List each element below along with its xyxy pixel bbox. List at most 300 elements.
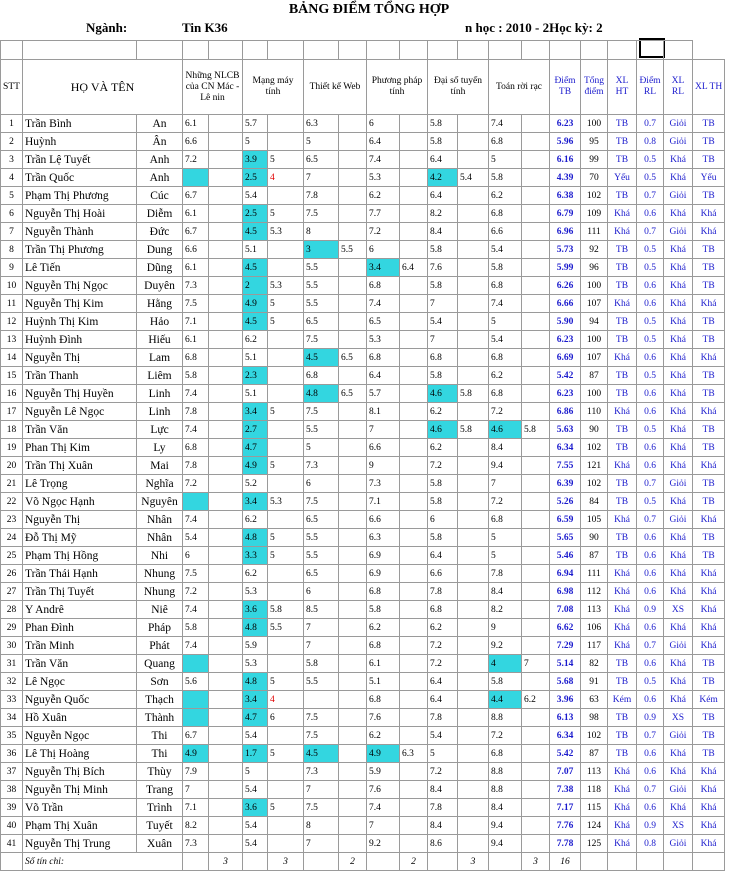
cell-surname[interactable]: Nguyễn Ngọc bbox=[23, 727, 137, 745]
cell-total[interactable]: 87 bbox=[581, 367, 608, 385]
cell-retake-score[interactable] bbox=[522, 115, 550, 133]
cell-average[interactable]: 6.23 bbox=[550, 331, 581, 349]
cell-retake-score[interactable]: 5 bbox=[268, 205, 304, 223]
cell-surname[interactable]: Trần Quốc bbox=[23, 169, 137, 187]
cell-retake-score[interactable]: 4 bbox=[268, 691, 304, 709]
cell-rank-overall[interactable]: TB bbox=[693, 133, 725, 151]
cell-retake-score[interactable] bbox=[209, 583, 243, 601]
cell-conduct-score[interactable]: 0.9 bbox=[637, 601, 664, 619]
cell-given-name[interactable]: Trang bbox=[137, 781, 183, 799]
cell-rank-study[interactable]: TB bbox=[608, 673, 637, 691]
cell-average[interactable]: 7.07 bbox=[550, 763, 581, 781]
cell-score[interactable]: 2 bbox=[243, 277, 268, 295]
cell-rank-study[interactable]: Yếu bbox=[608, 169, 637, 187]
cell-total[interactable]: 100 bbox=[581, 385, 608, 403]
cell-rank-conduct[interactable]: XS bbox=[664, 817, 693, 835]
cell-average[interactable]: 5.42 bbox=[550, 745, 581, 763]
cell-score[interactable]: 8.4 bbox=[489, 799, 522, 817]
cell-score[interactable]: 4.7 bbox=[243, 709, 268, 727]
cell-retake-score[interactable]: 6.5 bbox=[339, 349, 367, 367]
cell-surname[interactable]: Trần Minh bbox=[23, 637, 137, 655]
cell-score[interactable]: 5 bbox=[489, 151, 522, 169]
cell-retake-score[interactable] bbox=[458, 205, 489, 223]
cell-score[interactable]: 6.2 bbox=[243, 565, 268, 583]
cell-retake-score[interactable] bbox=[458, 583, 489, 601]
cell-score[interactable]: 6.8 bbox=[367, 277, 400, 295]
cell-score[interactable]: 8.2 bbox=[428, 205, 458, 223]
cell-average[interactable]: 7.17 bbox=[550, 799, 581, 817]
cell-rank-conduct[interactable]: Giỏi bbox=[664, 781, 693, 799]
cell-score[interactable]: 6.2 bbox=[243, 331, 268, 349]
cell-retake-score[interactable] bbox=[209, 619, 243, 637]
cell-score[interactable]: 4.7 bbox=[243, 439, 268, 457]
cell-retake-score[interactable]: 7 bbox=[522, 655, 550, 673]
cell-score[interactable]: 8.1 bbox=[367, 403, 400, 421]
cell-retake-score[interactable] bbox=[522, 673, 550, 691]
cell-score[interactable]: 4.5 bbox=[304, 349, 339, 367]
cell-retake-score[interactable] bbox=[458, 295, 489, 313]
cell-retake-score[interactable] bbox=[339, 205, 367, 223]
cell-score[interactable]: 9 bbox=[489, 619, 522, 637]
cell-rank-overall[interactable]: TB bbox=[693, 259, 725, 277]
cell-average[interactable]: 7.78 bbox=[550, 835, 581, 853]
credits-label[interactable]: Số tín chỉ: bbox=[23, 853, 183, 871]
cell-score[interactable]: 4.9 bbox=[183, 745, 209, 763]
cell-score[interactable]: 4.2 bbox=[428, 169, 458, 187]
cell-surname[interactable]: Huỳnh Đình bbox=[23, 331, 137, 349]
cell-retake-score[interactable]: 5 bbox=[268, 295, 304, 313]
cell-score[interactable]: 7.4 bbox=[183, 385, 209, 403]
cell-given-name[interactable]: Nhi bbox=[137, 547, 183, 565]
cell-score[interactable]: 4.5 bbox=[243, 313, 268, 331]
cell-rank-conduct[interactable]: Giỏi bbox=[664, 115, 693, 133]
cell-score[interactable]: 9.4 bbox=[489, 457, 522, 475]
cell-given-name[interactable]: Pháp bbox=[137, 619, 183, 637]
cell-retake-score[interactable] bbox=[268, 763, 304, 781]
cell-score[interactable]: 5.5 bbox=[304, 529, 339, 547]
cell-score[interactable]: 6 bbox=[304, 475, 339, 493]
cell-conduct-score[interactable]: 0.6 bbox=[637, 277, 664, 295]
cell-retake-score[interactable]: 6 bbox=[268, 709, 304, 727]
cell-retake-score[interactable] bbox=[209, 763, 243, 781]
cell-score[interactable]: 8.6 bbox=[428, 835, 458, 853]
cell-score[interactable]: 6.3 bbox=[304, 115, 339, 133]
cell-retake-score[interactable] bbox=[458, 601, 489, 619]
cell-surname[interactable]: Trần Văn bbox=[23, 655, 137, 673]
cell-conduct-score[interactable]: 0.6 bbox=[637, 583, 664, 601]
cell-score[interactable]: 7.3 bbox=[183, 835, 209, 853]
cell-retake-score[interactable] bbox=[522, 565, 550, 583]
cell-score[interactable]: 6.8 bbox=[367, 583, 400, 601]
cell-rank-conduct[interactable]: Giỏi bbox=[664, 187, 693, 205]
cell-retake-score[interactable] bbox=[458, 241, 489, 259]
cell-rank-study[interactable]: TB bbox=[608, 421, 637, 439]
cell-total[interactable]: 70 bbox=[581, 169, 608, 187]
cell-retake-score[interactable] bbox=[522, 763, 550, 781]
cell-rank-study[interactable]: TB bbox=[608, 277, 637, 295]
cell-rank-conduct[interactable]: Giỏi bbox=[664, 133, 693, 151]
cell-score[interactable]: 3.9 bbox=[243, 151, 268, 169]
cell-retake-score[interactable] bbox=[400, 727, 428, 745]
cell-total[interactable]: 102 bbox=[581, 187, 608, 205]
cell-score[interactable]: 6.5 bbox=[367, 313, 400, 331]
cell-rank-conduct[interactable]: XS bbox=[664, 601, 693, 619]
cell-score[interactable]: 5 bbox=[243, 763, 268, 781]
cell-rank-study[interactable]: Khá bbox=[608, 511, 637, 529]
cell-score[interactable]: 9.4 bbox=[489, 835, 522, 853]
cell-score[interactable]: 7 bbox=[304, 835, 339, 853]
cell-surname[interactable]: Nguyễn Thị bbox=[23, 349, 137, 367]
cell-average[interactable]: 6.62 bbox=[550, 619, 581, 637]
cell-score[interactable]: 7.5 bbox=[183, 295, 209, 313]
cell-given-name[interactable]: Ly bbox=[137, 439, 183, 457]
cell-retake-score[interactable] bbox=[268, 133, 304, 151]
cell-score[interactable]: 5.8 bbox=[428, 367, 458, 385]
cell-score[interactable]: 9.4 bbox=[489, 817, 522, 835]
cell-retake-score[interactable] bbox=[458, 745, 489, 763]
cell-rank-overall[interactable]: TB bbox=[693, 547, 725, 565]
cell-rank-overall[interactable]: TB bbox=[693, 727, 725, 745]
cell-retake-score[interactable] bbox=[268, 349, 304, 367]
cell-total[interactable]: 115 bbox=[581, 799, 608, 817]
credits-value[interactable]: 3 bbox=[458, 853, 489, 871]
cell-score[interactable]: 4.5 bbox=[304, 745, 339, 763]
cell-score[interactable]: 5.5 bbox=[304, 673, 339, 691]
cell-rank-conduct[interactable]: Khá bbox=[664, 295, 693, 313]
cell-surname[interactable]: Trần Văn bbox=[23, 421, 137, 439]
cell-retake-score[interactable] bbox=[458, 277, 489, 295]
cell-total[interactable]: 90 bbox=[581, 529, 608, 547]
cell-retake-score[interactable] bbox=[209, 691, 243, 709]
cell-retake-score[interactable]: 6.2 bbox=[522, 691, 550, 709]
cell-rank-conduct[interactable]: XS bbox=[664, 709, 693, 727]
cell-average[interactable]: 7.76 bbox=[550, 817, 581, 835]
cell-retake-score[interactable] bbox=[522, 709, 550, 727]
cell-score[interactable]: 5.8 bbox=[489, 169, 522, 187]
cell-stt[interactable]: 35 bbox=[1, 727, 23, 745]
cell-conduct-score[interactable]: 0.5 bbox=[637, 241, 664, 259]
cell-retake-score[interactable] bbox=[458, 817, 489, 835]
cell-retake-score[interactable] bbox=[458, 223, 489, 241]
cell-average[interactable]: 5.42 bbox=[550, 367, 581, 385]
cell-rank-overall[interactable]: TB bbox=[693, 655, 725, 673]
cell-average[interactable]: 6.23 bbox=[550, 385, 581, 403]
cell-given-name[interactable]: Thi bbox=[137, 727, 183, 745]
cell-score[interactable]: 8.2 bbox=[183, 817, 209, 835]
cell-retake-score[interactable] bbox=[209, 115, 243, 133]
cell-score[interactable]: 5.8 bbox=[183, 367, 209, 385]
cell-score[interactable]: 6 bbox=[367, 241, 400, 259]
cell-retake-score[interactable] bbox=[522, 259, 550, 277]
cell-score[interactable]: 6.2 bbox=[367, 187, 400, 205]
cell-retake-score[interactable] bbox=[268, 583, 304, 601]
credits-value[interactable]: 3 bbox=[268, 853, 304, 871]
cell-retake-score[interactable]: 5.4 bbox=[458, 169, 489, 187]
cell-score[interactable]: 6.8 bbox=[428, 349, 458, 367]
cell-conduct-score[interactable]: 0.6 bbox=[637, 295, 664, 313]
cell-score[interactable]: 5.5 bbox=[304, 277, 339, 295]
cell-score[interactable]: 2.7 bbox=[243, 421, 268, 439]
cell-conduct-score[interactable]: 0.6 bbox=[637, 799, 664, 817]
cell-score[interactable]: 4.5 bbox=[243, 223, 268, 241]
cell-retake-score[interactable] bbox=[339, 565, 367, 583]
cell-total[interactable]: 111 bbox=[581, 565, 608, 583]
cell-rank-conduct[interactable]: Khá bbox=[664, 169, 693, 187]
cell-given-name[interactable]: Xuân bbox=[137, 835, 183, 853]
cell-conduct-score[interactable]: 0.6 bbox=[637, 349, 664, 367]
cell-retake-score[interactable] bbox=[268, 835, 304, 853]
cell-given-name[interactable]: Diễm bbox=[137, 205, 183, 223]
cell-score[interactable]: 5.1 bbox=[243, 349, 268, 367]
cell-rank-overall[interactable]: Khá bbox=[693, 511, 725, 529]
cell-score[interactable]: 6.5 bbox=[304, 565, 339, 583]
cell-surname[interactable]: Nguyễn Quốc bbox=[23, 691, 137, 709]
cell-total[interactable]: 94 bbox=[581, 313, 608, 331]
cell-rank-study[interactable]: Khá bbox=[608, 403, 637, 421]
cell-stt[interactable]: 20 bbox=[1, 457, 23, 475]
cell-retake-score[interactable] bbox=[458, 439, 489, 457]
cell-retake-score[interactable] bbox=[458, 565, 489, 583]
cell-average[interactable]: 5.90 bbox=[550, 313, 581, 331]
cell-stt[interactable]: 10 bbox=[1, 277, 23, 295]
cell-total[interactable]: 82 bbox=[581, 655, 608, 673]
cell-score[interactable]: 6.7 bbox=[183, 187, 209, 205]
cell-total[interactable]: 87 bbox=[581, 745, 608, 763]
cell-average[interactable]: 7.38 bbox=[550, 781, 581, 799]
cell-stt[interactable]: 12 bbox=[1, 313, 23, 331]
cell-retake-score[interactable] bbox=[458, 691, 489, 709]
cell-stt[interactable]: 3 bbox=[1, 151, 23, 169]
cell-total[interactable]: 113 bbox=[581, 601, 608, 619]
cell-retake-score[interactable] bbox=[268, 511, 304, 529]
cell-rank-study[interactable]: Khá bbox=[608, 583, 637, 601]
cell-retake-score[interactable] bbox=[458, 133, 489, 151]
cell-score[interactable]: 6.4 bbox=[428, 691, 458, 709]
cell-total[interactable]: 102 bbox=[581, 727, 608, 745]
cell-retake-score[interactable] bbox=[522, 817, 550, 835]
cell-average[interactable]: 6.96 bbox=[550, 223, 581, 241]
cell-retake-score[interactable]: 5.5 bbox=[339, 241, 367, 259]
cell-surname[interactable]: Lê Ngọc bbox=[23, 673, 137, 691]
cell-retake-score[interactable] bbox=[339, 601, 367, 619]
cell-score[interactable]: 7.2 bbox=[428, 763, 458, 781]
cell-rank-conduct[interactable]: Giỏi bbox=[664, 637, 693, 655]
cell-retake-score[interactable] bbox=[400, 529, 428, 547]
cell-retake-score[interactable] bbox=[268, 781, 304, 799]
cell-rank-conduct[interactable]: Khá bbox=[664, 691, 693, 709]
cell-retake-score[interactable] bbox=[400, 241, 428, 259]
cell-retake-score[interactable] bbox=[400, 637, 428, 655]
cell-score[interactable]: 7.4 bbox=[489, 295, 522, 313]
cell-score[interactable]: 4.8 bbox=[243, 529, 268, 547]
cell-rank-conduct[interactable]: Giỏi bbox=[664, 835, 693, 853]
cell-score[interactable]: 7 bbox=[183, 781, 209, 799]
cell-score[interactable]: 5 bbox=[304, 439, 339, 457]
cell-score[interactable]: 7.4 bbox=[489, 115, 522, 133]
cell-given-name[interactable]: Niê bbox=[137, 601, 183, 619]
cell-retake-score[interactable] bbox=[458, 151, 489, 169]
cell-rank-overall[interactable]: TB bbox=[693, 493, 725, 511]
cell-score[interactable]: 7.4 bbox=[367, 151, 400, 169]
cell-given-name[interactable]: Phát bbox=[137, 637, 183, 655]
cell-rank-study[interactable]: Khá bbox=[608, 601, 637, 619]
cell-rank-conduct[interactable]: Khá bbox=[664, 331, 693, 349]
cell-total[interactable]: 121 bbox=[581, 457, 608, 475]
cell-surname[interactable]: Trần Thị Phương bbox=[23, 241, 137, 259]
cell-rank-study[interactable]: TB bbox=[608, 493, 637, 511]
cell-score[interactable]: 7 bbox=[304, 619, 339, 637]
cell-retake-score[interactable] bbox=[400, 169, 428, 187]
cell-total[interactable]: 100 bbox=[581, 277, 608, 295]
cell-retake-score[interactable] bbox=[268, 817, 304, 835]
cell-rank-conduct[interactable]: Khá bbox=[664, 403, 693, 421]
cell-score[interactable]: 6.5 bbox=[304, 151, 339, 169]
cell-average[interactable]: 6.13 bbox=[550, 709, 581, 727]
cell-retake-score[interactable] bbox=[458, 367, 489, 385]
cell-stt[interactable]: 4 bbox=[1, 169, 23, 187]
cell-retake-score[interactable] bbox=[209, 241, 243, 259]
cell-surname[interactable]: Nguyễn Thị Trung bbox=[23, 835, 137, 853]
cell-rank-conduct[interactable]: Khá bbox=[664, 565, 693, 583]
cell-score[interactable]: 6.1 bbox=[183, 205, 209, 223]
cell-score[interactable]: 4.6 bbox=[489, 421, 522, 439]
cell-retake-score[interactable] bbox=[458, 403, 489, 421]
cell-conduct-score[interactable]: 0.6 bbox=[637, 565, 664, 583]
cell-stt[interactable]: 1 bbox=[1, 115, 23, 133]
cell-given-name[interactable]: Sơn bbox=[137, 673, 183, 691]
cell-score[interactable]: 6.5 bbox=[304, 511, 339, 529]
cell-stt[interactable]: 36 bbox=[1, 745, 23, 763]
cell-surname[interactable]: Lê Thị Hoàng bbox=[23, 745, 137, 763]
cell-score[interactable]: 5.7 bbox=[367, 385, 400, 403]
cell-score[interactable]: 6.7 bbox=[183, 727, 209, 745]
cell-rank-overall[interactable]: TB bbox=[693, 187, 725, 205]
cell-score[interactable]: 6.4 bbox=[428, 151, 458, 169]
cell-score[interactable]: 8.8 bbox=[489, 709, 522, 727]
cell-conduct-score[interactable]: 0.7 bbox=[637, 475, 664, 493]
cell-retake-score[interactable] bbox=[458, 547, 489, 565]
cell-retake-score[interactable] bbox=[339, 835, 367, 853]
cell-rank-conduct[interactable]: Khá bbox=[664, 277, 693, 295]
cell-retake-score[interactable] bbox=[400, 655, 428, 673]
cell-score[interactable]: 6.1 bbox=[183, 115, 209, 133]
cell-total[interactable]: 118 bbox=[581, 781, 608, 799]
cell-score[interactable]: 7.5 bbox=[304, 799, 339, 817]
cell-score[interactable]: 7.5 bbox=[304, 403, 339, 421]
cell-score[interactable]: 5.4 bbox=[243, 781, 268, 799]
cell-retake-score[interactable] bbox=[209, 655, 243, 673]
cell-retake-score[interactable] bbox=[400, 115, 428, 133]
cell-score[interactable]: 7.5 bbox=[304, 205, 339, 223]
cell-rank-overall[interactable]: Khá bbox=[693, 799, 725, 817]
cell-retake-score[interactable] bbox=[522, 799, 550, 817]
cell-conduct-score[interactable]: 0.6 bbox=[637, 745, 664, 763]
cell-score[interactable]: 7.8 bbox=[428, 709, 458, 727]
cell-score[interactable]: 6.4 bbox=[428, 547, 458, 565]
cell-given-name[interactable]: Duyên bbox=[137, 277, 183, 295]
cell-retake-score[interactable] bbox=[400, 835, 428, 853]
cell-retake-score[interactable] bbox=[522, 745, 550, 763]
cell-average[interactable]: 5.73 bbox=[550, 241, 581, 259]
credits-value[interactable]: 2 bbox=[339, 853, 367, 871]
cell-given-name[interactable]: Lam bbox=[137, 349, 183, 367]
cell-score[interactable]: 5.4 bbox=[243, 727, 268, 745]
cell-retake-score[interactable] bbox=[458, 511, 489, 529]
cell-score[interactable]: 6 bbox=[304, 583, 339, 601]
cell-score[interactable]: 7.2 bbox=[183, 583, 209, 601]
cell-retake-score[interactable] bbox=[209, 313, 243, 331]
cell-retake-score[interactable] bbox=[400, 151, 428, 169]
cell-score[interactable]: 5.7 bbox=[243, 115, 268, 133]
cell-retake-score[interactable] bbox=[339, 763, 367, 781]
cell-rank-study[interactable]: TB bbox=[608, 727, 637, 745]
cell-score[interactable]: 6.7 bbox=[183, 223, 209, 241]
cell-score[interactable]: 5.1 bbox=[243, 241, 268, 259]
cell-average[interactable]: 7.08 bbox=[550, 601, 581, 619]
cell-retake-score[interactable] bbox=[209, 709, 243, 727]
cell-retake-score[interactable] bbox=[522, 367, 550, 385]
cell-retake-score[interactable]: 5 bbox=[268, 403, 304, 421]
cell-retake-score[interactable]: 5 bbox=[268, 673, 304, 691]
cell-stt[interactable]: 23 bbox=[1, 511, 23, 529]
cell-given-name[interactable]: Dung bbox=[137, 241, 183, 259]
cell-retake-score[interactable] bbox=[209, 493, 243, 511]
cell-score[interactable]: 5.8 bbox=[428, 115, 458, 133]
cell-retake-score[interactable] bbox=[209, 799, 243, 817]
cell-score[interactable]: 7.3 bbox=[304, 457, 339, 475]
cell-average[interactable]: 5.26 bbox=[550, 493, 581, 511]
cell-score[interactable]: 7.8 bbox=[304, 187, 339, 205]
cell-retake-score[interactable] bbox=[268, 187, 304, 205]
cell-conduct-score[interactable]: 0.6 bbox=[637, 763, 664, 781]
cell-score[interactable]: 5 bbox=[428, 745, 458, 763]
cell-score[interactable]: 6 bbox=[183, 547, 209, 565]
cell-surname[interactable]: Huỳnh bbox=[23, 133, 137, 151]
cell-score[interactable]: 6.4 bbox=[428, 673, 458, 691]
cell-retake-score[interactable] bbox=[400, 493, 428, 511]
cell-retake-score[interactable] bbox=[522, 601, 550, 619]
cell-average[interactable]: 5.46 bbox=[550, 547, 581, 565]
cell-retake-score[interactable] bbox=[458, 727, 489, 745]
cell-score[interactable]: 7.2 bbox=[367, 223, 400, 241]
cell-stt[interactable]: 31 bbox=[1, 655, 23, 673]
cell-score[interactable]: 7.8 bbox=[183, 457, 209, 475]
cell-score[interactable]: 5 bbox=[243, 133, 268, 151]
cell-score[interactable]: 7.1 bbox=[183, 799, 209, 817]
cell-retake-score[interactable] bbox=[339, 619, 367, 637]
cell-score[interactable]: 5.8 bbox=[428, 241, 458, 259]
cell-score[interactable]: 7.1 bbox=[183, 313, 209, 331]
cell-stt[interactable]: 14 bbox=[1, 349, 23, 367]
cell-score[interactable]: 5 bbox=[489, 547, 522, 565]
cell-score[interactable]: 5.4 bbox=[243, 187, 268, 205]
cell-rank-conduct[interactable]: Khá bbox=[664, 313, 693, 331]
cell-retake-score[interactable]: 5.3 bbox=[268, 223, 304, 241]
cell-stt[interactable]: 7 bbox=[1, 223, 23, 241]
cell-surname[interactable]: Phạm Thị Xuân bbox=[23, 817, 137, 835]
cell-total[interactable]: 106 bbox=[581, 619, 608, 637]
cell-score[interactable]: 5.8 bbox=[367, 601, 400, 619]
cell-retake-score[interactable] bbox=[339, 223, 367, 241]
cell-rank-study[interactable]: Kém bbox=[608, 691, 637, 709]
cell-retake-score[interactable] bbox=[522, 493, 550, 511]
cell-retake-score[interactable] bbox=[522, 313, 550, 331]
cell-total[interactable]: 102 bbox=[581, 439, 608, 457]
cell-score[interactable]: 6.6 bbox=[367, 511, 400, 529]
cell-score[interactable]: 5.8 bbox=[304, 655, 339, 673]
cell-retake-score[interactable] bbox=[400, 439, 428, 457]
cell-score[interactable]: 5.3 bbox=[367, 331, 400, 349]
